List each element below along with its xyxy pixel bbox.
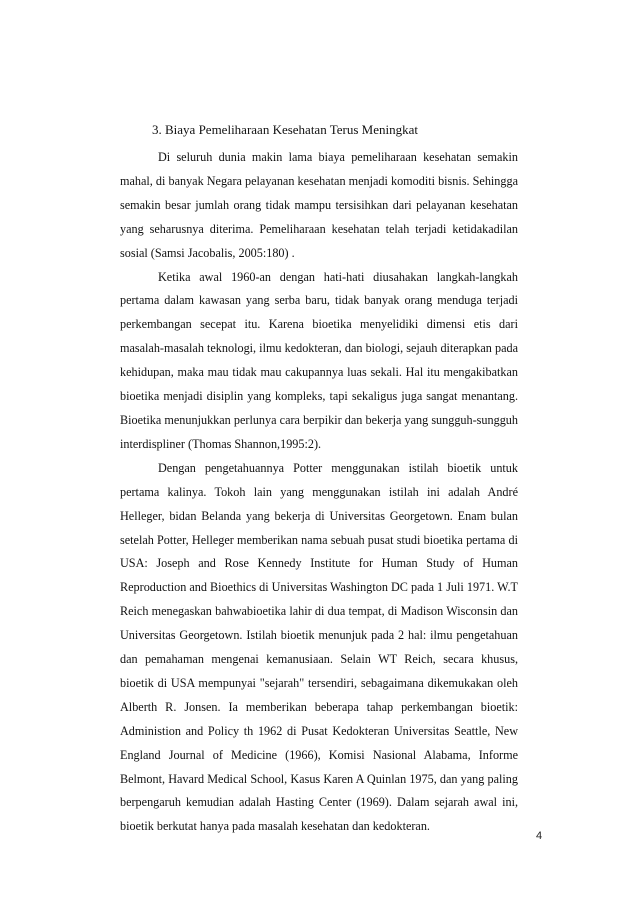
paragraph-2: Ketika awal 1960-an dengan hati-hati diusahakan langkah-langkah pertama dalam kawasan yang serba baru, tidak banyak orang menduga terjadi perkembangan secepat itu. Karena bioetika menyelidiki dimensi etis dari masalah-masalah teknologi, ilmu kedokteran, dan biologi, sejauh diterapkan pada kehidupan, maka mau tidak mau cakupannya luas sekali. Hal itu mengakibatkan bioetika menjadi disiplin yang kompleks, tapi sekaligus juga sangat menantang. Bioetika menunjukkan perlunya cara berpikir dan bekerja yang sungguh-sungguh interdispliner (Thomas Shannon,1995:2).: [120, 269, 518, 451]
paragraph-1: Di seluruh dunia makin lama biaya pemeliharaan kesehatan semakin mahal, di banyak Negara pelayanan kesehatan menjadi komoditi bisnis. Sehingga semakin besar jumlah orang tidak mampu tersisihkan dari pelayanan kesehatan yang seharusnya diterima. Pemeliharaan kesehatan telah terjadi ketidakadilan sosial (Samsi Jacobalis, 2005:180) .: [120, 150, 518, 260]
paragraph-3: Dengan pengetahuannya Potter menggunakan istilah bioetik untuk pertama kalinya. Tokoh lain yang menggunakan istilah ini adalah André Helleger, bidan Belanda yang bekerja di Universitas Georgetown. Enam bulan setelah Potter, Helleger memberikan nama sebuah pusat studi bioetika pertama di USA: Joseph and Rose Kennedy Institute for Human Study of Human Reproduction and Bioethics di Universitas Washington DC pada 1 Juli 1971. W.T Reich menegaskan bahwabioetika lahir di dua tempat, di Madison Wisconsin dan Universitas Georgetown. Istilah bioetik menunjuk pada 2 hal: ilmu pengetahuan dan pemahaman mengenai kemanusiaan. Selain WT Reich, secara khusus, bioetik di USA mempunyai "sejarah" tersendiri, sebagaimana dikemukakan oleh Alberth R. Jonsen. Ia memberikan beberapa tahap perkembangan bioetik: Administion and Policy th 1962 di Pusat Kedokteran Universitas Seattle, New England Journal of Medicine (1966), Komisi Nasional Alabama, Informe Belmont, Havard Medical School, Kasus Karen A Quinlan 1975, dan yang paling berpengaruh kemudian adalah Hasting Center (1969). Dalam sejarah awal ini, bioetik berkutat hanya pada masalah kesehatan dan kedokteran.: [120, 460, 518, 834]
page-body: [120, 120, 518, 839]
section-heading: 3. Biaya Pemeliharaan Kesehatan Terus Meningkat: [152, 122, 418, 137]
page-number: 4: [536, 830, 543, 842]
